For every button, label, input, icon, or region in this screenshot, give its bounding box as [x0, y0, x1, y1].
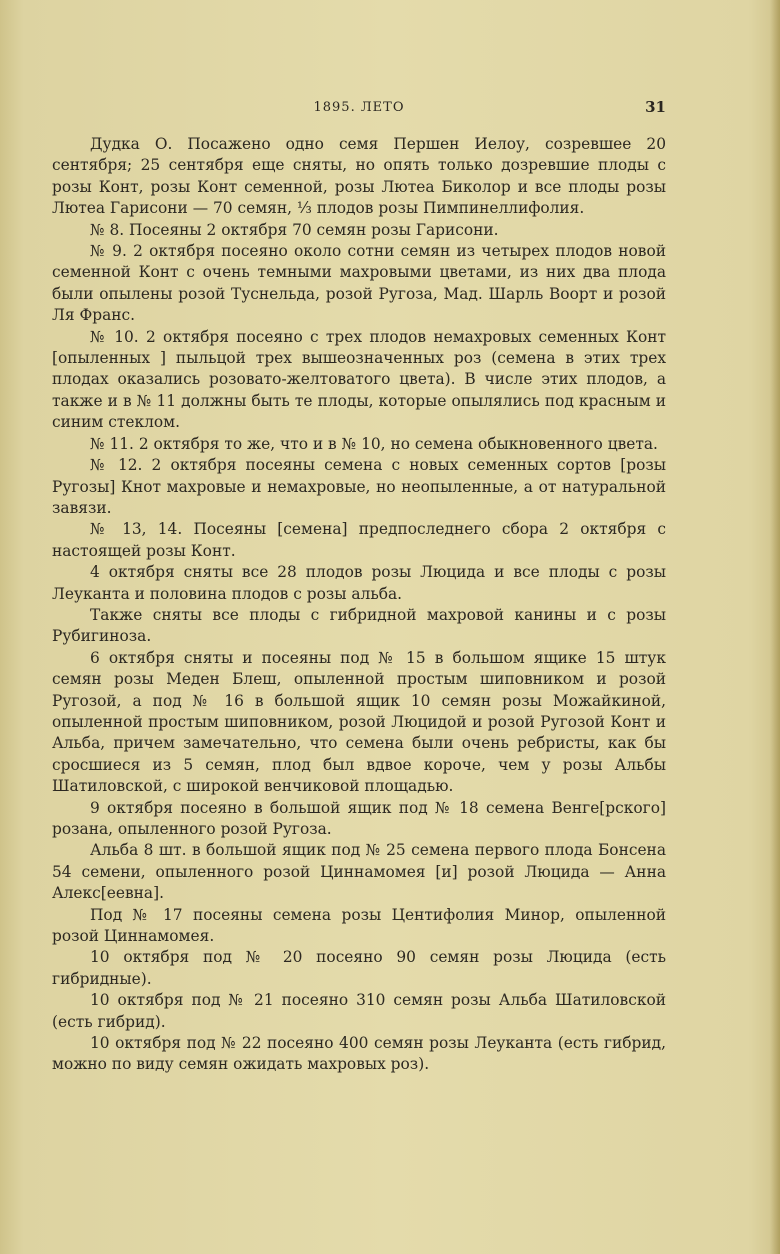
paragraph: 4 октября сняты все 28 плодов розы Люцида и все плоды с розы Леуканта и половина плодов с розы альба. — [52, 563, 666, 603]
paragraph: Альба 8 шт. в большой ящик под № 25 семена первого плода Бонсена 54 семени, опыленного розой Циннамомея [и] розой Люцида — Анна Алекс[еевна]. — [52, 841, 666, 903]
paragraph: 9 октября посеяно в большой ящик под № 18 семена Венге[рского] розана, опыленного розой Ругоза. — [52, 798, 666, 838]
paragraph: № 10. 2 октября посеяно с трех плодов немахровых семенных Конт [опыленных ] пыльцой трех вышеозначенных роз (семена в этих трех плодах оказались розовато-желтоватого цвета). В числе этих плодов, а также и в № 11 должны быть те плоды, которые опылялись под красным и синим стеклом. — [52, 327, 666, 432]
body-text — [52, 134, 666, 1076]
paragraph: Также сняты все плоды с гибридной махровой канины и с розы Рубигиноза. — [52, 605, 666, 646]
paragraph: 6 октября сняты и посеяны под № 15 в большом ящике 15 штук семян розы Меден Блеш, опыленной простым шиповником и розой Ругозой, а под № 16 в большой ящик 10 семян розы Можайкиной, опыленной простым шиповником, розой Люцидой и розой Ругозой Конт и Альба, причем замечательно, что семена были очень ребристы, как бы сросшиеся из 5 семян, плод был вдвое короче, чем у розы Альбы Шатиловской, с широкой венчиковой площадью. — [52, 648, 666, 796]
paragraph: Дудка О. Посажено одно семя Першен Иелоу, созревшее 20 сентября; 25 сентября еще сняты, но опять только дозревшие плоды с розы Конт, розы Конт семенной, розы Лютеа Биколор и все плоды розы Лютеа Гарисони — 70 семян, ⅓ плодов розы Пимпинеллифолия. — [52, 135, 666, 218]
page-header — [52, 98, 666, 122]
paragraph: № 9. 2 октября посеяно около сотни семян из четырех плодов новой семенной Конт с очень темными махровыми цветами, из них два плода были опылены розой Туснельда, розой Ругоза, Мад. Шарль Воорт и розой Ля Франс. — [52, 242, 666, 325]
paragraph: № 12. 2 октября посеяны семена с новых семенных сортов [розы Ругозы] Кнот махровые и немахровые, но неопыленные, а от натуральной завязи. — [52, 456, 666, 517]
paragraph: 10 октября под № 20 посеяно 90 семян розы Люцида (есть гибридные). — [52, 948, 666, 988]
page-edge-shadow — [770, 0, 780, 1254]
paragraph: 10 октября под № 21 посеяно 310 семян розы Альба Шатиловской (есть гибрид). — [52, 991, 666, 1031]
paragraph: № 13, 14. Посеяны [семена] предпоследнего сбора 2 октября с настоящей розы Конт. — [52, 520, 666, 560]
page-number: 31 — [645, 98, 666, 116]
running-title: 1895. ЛЕТО — [313, 100, 405, 115]
paragraph: Под № 17 посеяны семена розы Центифолия Минор, опыленной розой Циннамомея. — [52, 905, 666, 946]
paragraph: 10 октября под № 22 посеяно 400 семян розы Леуканта (есть гибрид, можно по виду семян ожидать махровых роз). — [52, 1034, 666, 1074]
paragraph: № 8. Посеяны 2 октября 70 семян розы Гарисони. — [90, 220, 499, 239]
paragraph: № 11. 2 октября то же, что и в № 10, но семена обыкновенного цвета. — [90, 434, 658, 453]
